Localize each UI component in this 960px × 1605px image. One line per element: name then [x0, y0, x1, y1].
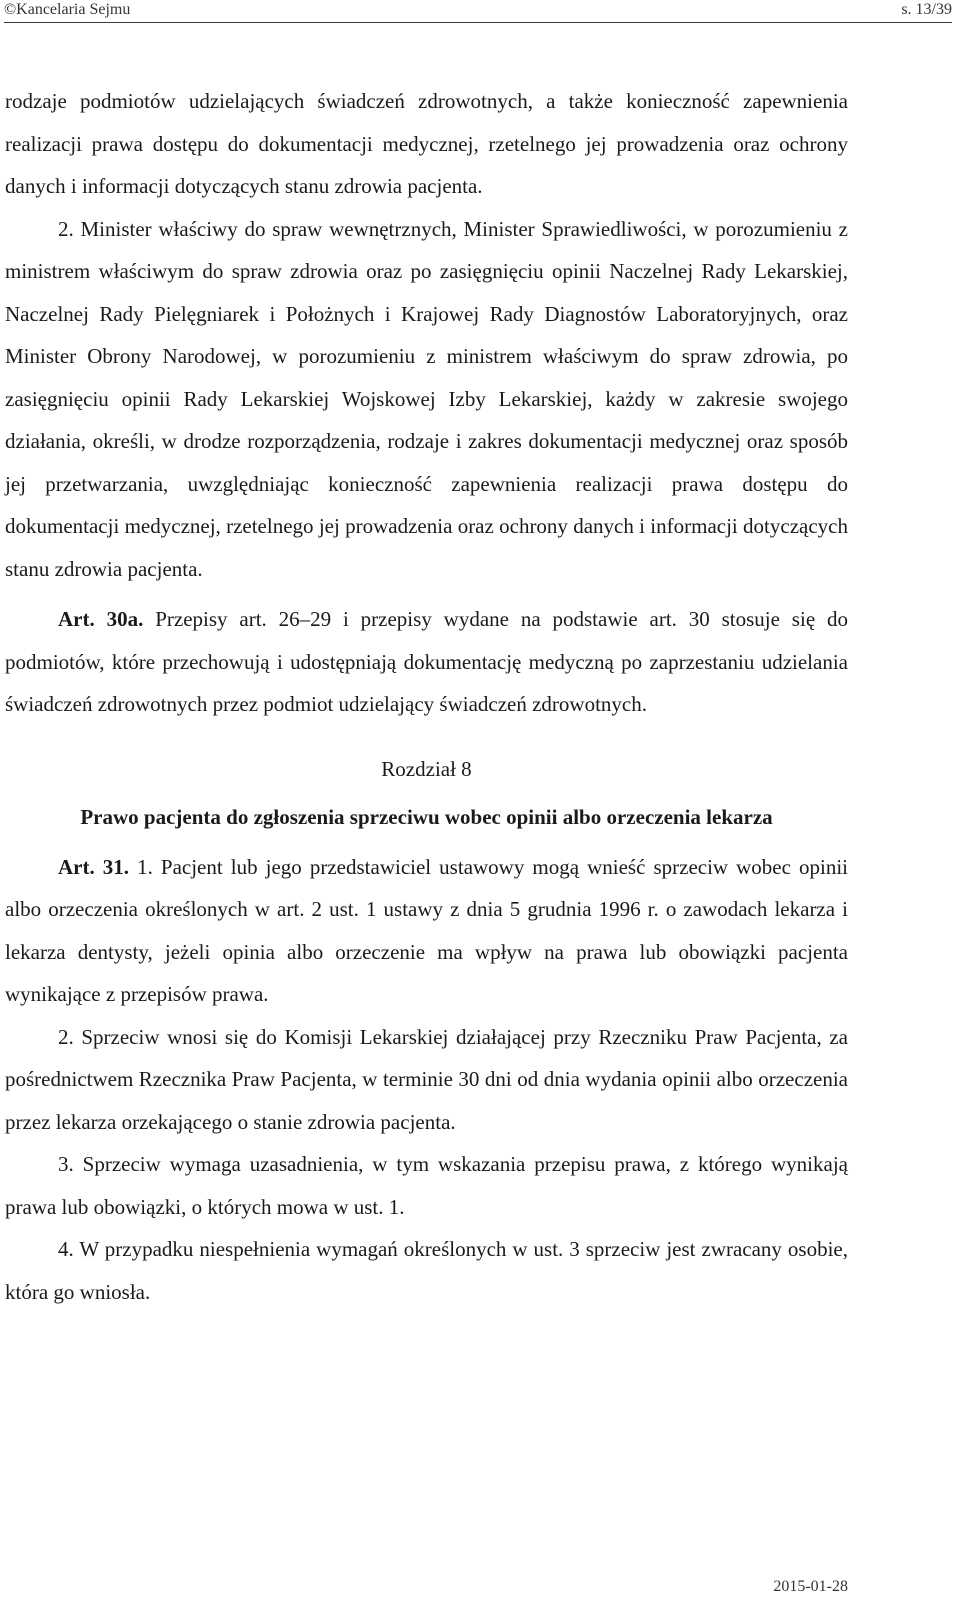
article-31-label: Art. 31.: [58, 854, 130, 879]
document-body: [5, 80, 848, 1313]
article-30a-label: Art. 30a.: [58, 607, 144, 631]
page-header: [4, 0, 952, 23]
article-31-section-3: 3. Sprzeciw wymaga uzasadnienia, w tym wskazania przepisu prawa, z którego wynikają prawa lub obowiązki, o których mowa w ust. 1.: [5, 1152, 848, 1219]
article-31-section-1: [5, 846, 848, 1016]
article-30a-text: Przepisy art. 26–29 i przepisy wydane na podstawie art. 30 stosuje się do podmiotów, które przechowują i udostępniają dokumentację medyczną po zaprzestaniu udzielania świadczeń zdrowotnych przez podmiot udzielający świadczeń zdrowotnych.: [5, 607, 848, 716]
chapter-title: Prawo pacjenta do zgłoszenia sprzeciwu wobec opinii albo orzeczenia lekarza: [80, 804, 773, 829]
paragraph-section-2: 2. Minister właściwy do spraw wewnętrznych, Minister Sprawiedliwości, w porozumieniu z ministrem właściwym do spraw zdrowia oraz po zasięgnięciu opinii Naczelnej Rady Lekarskiej, Naczelnej Rady Pielęgniarek i Położnych i Krajowej Rady Diagnostów Laboratoryjnych, oraz Minister Obrony Narodowej, w porozumieniu z ministrem właściwym do spraw zdrowia, po zasięgnięciu opinii Rady Lekarskiej Wojskowej Izby Lekarskiej, każdy w zakresie swojego działania, określi, w drodze rozporządzenia, rodzaje i zakres dokumentacji medycznej oraz sposób jej przetwarzania, uwzględniając konieczność zapewnienia realizacji prawa dostępu do dokumentacji medycznej, rzetelnego jej prowadzenia oraz ochrony danych i informacji dotyczących stanu zdrowia pacjenta.: [5, 216, 848, 581]
article-30a: [5, 598, 848, 726]
article-31-section-2: 2. Sprzeciw wnosi się do Komisji Lekarskiej działającej przy Rzeczniku Praw Pacjenta, za pośrednictwem Rzecznika Praw Pacjenta, w terminie 30 dni od dnia wydania opinii albo orzeczenia przez lekarza orzekającego o stanie zdrowia pacjenta.: [5, 1024, 848, 1134]
paragraph-continuation: rodzaje podmiotów udzielających świadczeń zdrowotnych, a także konieczność zapewnienia realizacji prawa dostępu do dokumentacji medycznej, rzetelnego jej prowadzenia oraz ochrony danych i informacji dotyczących stanu zdrowia pacjenta.: [5, 89, 848, 198]
chapter-number: Rozdział 8: [381, 756, 472, 781]
article-31-section-1-text: 1. Pacjent lub jego przedstawiciel ustawowy mogą wnieść sprzeciw wobec opinii albo orzeczenia określonych w art. 2 ust. 1 ustawy z dnia 5 grudnia 1996 r. o zawodach lekarza i lekarza dentysty, jeżeli opinia albo orzeczenie ma wpływ na prawa lub obowiązki pacjenta wynikające z przepisów prawa.: [5, 854, 849, 1006]
page-number: s. 13/39: [901, 1, 952, 18]
article-31-section-4: 4. W przypadku niespełnienia wymagań określonych w ust. 3 sprzeciw jest zwracany osobie, która go wniosła.: [5, 1237, 848, 1304]
copyright-label: ©Kancelaria Sejmu: [4, 1, 131, 18]
footer-date: 2015-01-28: [773, 1578, 848, 1595]
